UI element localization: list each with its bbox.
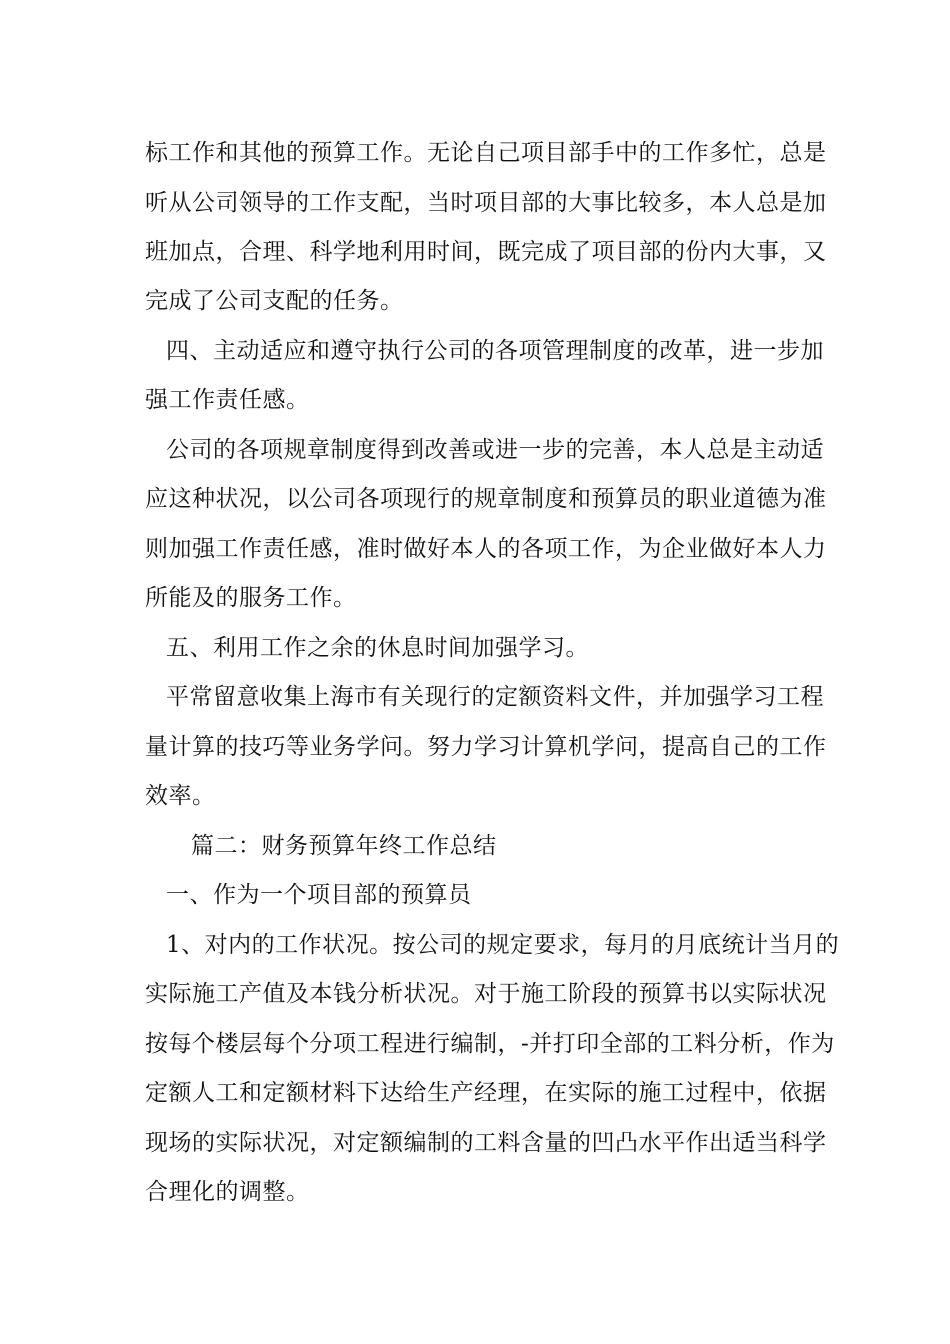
article-title: 篇二：财务预算年终工作总结: [191, 833, 497, 859]
paragraph-line: 则加强工作责任感，准时做好本人的各项工作，为企业做好本人力: [145, 536, 827, 562]
section-heading-one: 一、作为一个项目部的预算员: [166, 882, 472, 908]
section-heading-five: 五、利用工作之余的休息时间加强学习。: [166, 635, 589, 661]
section-heading-four: 四、主动适应和遵守执行公司的各项管理制度的改革，进一步加: [166, 338, 824, 364]
section-heading-four-cont: 强工作责任感。: [145, 387, 310, 413]
paragraph-line: 合理化的调整。: [145, 1179, 310, 1205]
paragraph-line: 班加点，合理、科学地利用时间，既完成了项目部的份内大事，又: [145, 239, 827, 265]
paragraph-line: 按每个楼层每个分项工程进行编制，-并打印全部的工料分析，作为: [145, 1031, 835, 1057]
paragraph-line: 完成了公司支配的任务。: [145, 288, 404, 314]
paragraph-line: 量计算的技巧等业务学问。努力学习计算机学问，提高自己的工作: [145, 734, 827, 760]
paragraph-line: 听从公司领导的工作支配，当时项目部的大事比较多，本人总是加: [145, 190, 827, 216]
paragraph-line: 效率。: [145, 783, 216, 809]
paragraph-line: 现场的实际状况，对定额编制的工料含量的凹凸水平作出适当科学: [145, 1130, 827, 1156]
paragraph-line: 平常留意收集上海市有关现行的定额资料文件，并加强学习工程: [166, 684, 824, 710]
paragraph-line: 实际施工产值及本钱分析状况。对于施工阶段的预算书以实际状况: [145, 981, 827, 1007]
paragraph-line: 公司的各项规章制度得到改善或进一步的完善，本人总是主动适: [166, 437, 824, 463]
paragraph-line: 标工作和其他的预算工作。无论自己项目部手中的工作多忙，总是: [145, 140, 827, 166]
paragraph-line: 应这种状况，以公司各项现行的规章制度和预算员的职业道德为准: [145, 486, 827, 512]
paragraph-line: 定额人工和定额材料下达给生产经理，在实际的施工过程中，依据: [145, 1080, 827, 1106]
paragraph-line: 1、对内的工作状况。按公司的规定要求，每月的月底统计当月的: [166, 932, 840, 958]
paragraph-line: 所能及的服务工作。: [145, 585, 357, 611]
